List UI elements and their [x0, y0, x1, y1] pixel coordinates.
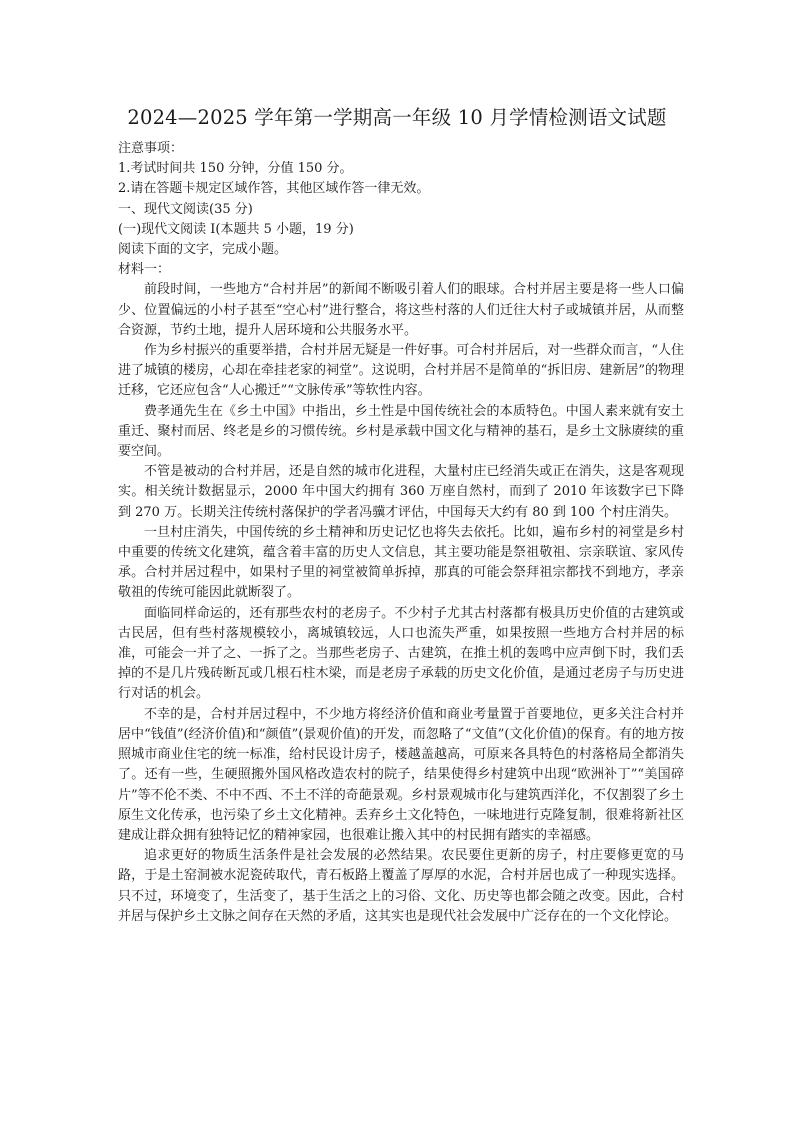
body-paragraph: 不管是被动的合村并居，还是自然的城市化进程，大量村庄已经消失或正在消失，这是客观现实。相关统计数据显示，2000 年中国大约拥有 360 万座自然村，而到了 2010 年该数字已下降到 270 万。长期关注传统村落保护的学者冯骥才评估，中国每天大约有 80 到 100 个村庄消失。: [118, 464, 684, 520]
body-paragraph: 追求更好的物质生活条件是社会发展的必然结果。农民要住更新的房子，村庄要修更宽的马路，于是土窑洞被水泥瓷砖取代，青石板路上覆盖了厚厚的水泥，合村并居也成了一种现实选择。只不过，环境变了，生活变了，基于生活之上的习俗、文化、历史等也都会随之改变。因此，合村并居与保护乡土文脉之间存在天然的矛盾，这其实也是现代社会发展中广泛存在的一个文化悖论。: [118, 848, 684, 924]
subsection-heading: (一)现代文阅读 I(本题共 5 小题，19 分): [118, 221, 354, 237]
exam-title: 2024—2025 学年第一学期高一年级 10 月学情检测语文试题: [127, 106, 667, 129]
notice-heading: 注意事项：: [118, 141, 184, 156]
notice-item: 2.请在答题卡规定区域作答，其他区域作答一律无效。: [118, 181, 430, 197]
body-paragraph: 一旦村庄消失，中国传统的乡土精神和历史记忆也将失去依托。比如，遍布乡村的祠堂是乡村中重要的传统文化建筑，蕴含着丰富的历史人文信息，其主要功能是祭祖敬祖、宗亲联谊、家风传承。合村并居过程中，如果村子里的祠堂被简单拆掉，那真的可能会祭拜祖宗都找不到地方，孝亲敬祖的传统可能因此就断裂了。: [118, 524, 684, 601]
material-label: 材料一：: [118, 262, 171, 278]
reading-instruction: 阅读下面的文字，完成小题。: [118, 242, 288, 258]
body-paragraph: 前段时间，一些地方“合村并居”的新闻不断吸引着人们的眼球。合村并居主要是将一些人口偏少、位置偏远的小村子甚至“空心村”进行整合，将这些村落的人们迁往大村子或城镇并居，从而整合资源，节约土地，提升人居环境和公共服务水平。: [118, 282, 684, 338]
body-paragraph: 不幸的是，合村并居过程中，不少地方将经济价值和商业考量置于首要地位，更多关注合村并居中“钱值”(经济价值)和“颜值”(景观价值)的开发，而忽略了“文值”(文化价值)的保育。有的地方按照城市商业住宅的统一标准，给村民设计房子，楼越盖越高，可原来各具特色的村落格局全都消失了。还有一些，生硬照搬外国风格改造农村的院子，结果使得乡村建筑中出现“欧洲补丁”“美国碎片”等不伦不类、不中不西、不土不洋的奇葩景观。乡村景观城市化与建筑西洋化，不仅割裂了乡土原生文化传承，也污染了乡土文化精神。丢弃乡土文化特色，一味地进行克隆复制，很难将新社区建成让群众拥有独特记忆的精神家园，也很难让搬入其中的村民拥有踏实的幸福感。: [118, 706, 684, 843]
body-paragraph: 作为乡村振兴的重要举措，合村并居无疑是一件好事。可合村并居后，对一些群众而言，“人住进了城镇的楼房，心却在牵挂老家的祠堂”。这说明，合村并居不是简单的“拆旧房、建新居”的物理迁移，它还应包含“人心搬迁”“文脉传承”等软性内容。: [118, 343, 684, 399]
body-paragraph: 面临同样命运的，还有那些农村的老房子。不少村子尤其古村落都有极具历史价值的古建筑或古民居，但有些村落规模较小，离城镇较远，人口也流失严重，如果按照一些地方合村并居的标准，可能会一并了之、一拆了之。当那些老房子、古建筑，在推土机的轰鸣中应声倒下时，我们丢掉的不是几片残砖断瓦或几根石柱木梁，而是老房子承载的历史文化价值，是通过老房子与历史进行对话的机会。: [118, 605, 684, 702]
section-heading: 一、现代文阅读(35 分): [118, 201, 253, 217]
body-paragraph: 费孝通先生在《乡土中国》中指出，乡土性是中国传统社会的本质特色。中国人素来就有安土重迁、聚村而居、终老是乡的习惯传统。乡村是承载中国文化与精神的基石，是乡土文脉赓续的重要空间。: [118, 403, 684, 460]
notice-item: 1.考试时间共 150 分钟，分值 150 分。: [118, 161, 353, 177]
exam-content: [118, 139, 684, 927]
